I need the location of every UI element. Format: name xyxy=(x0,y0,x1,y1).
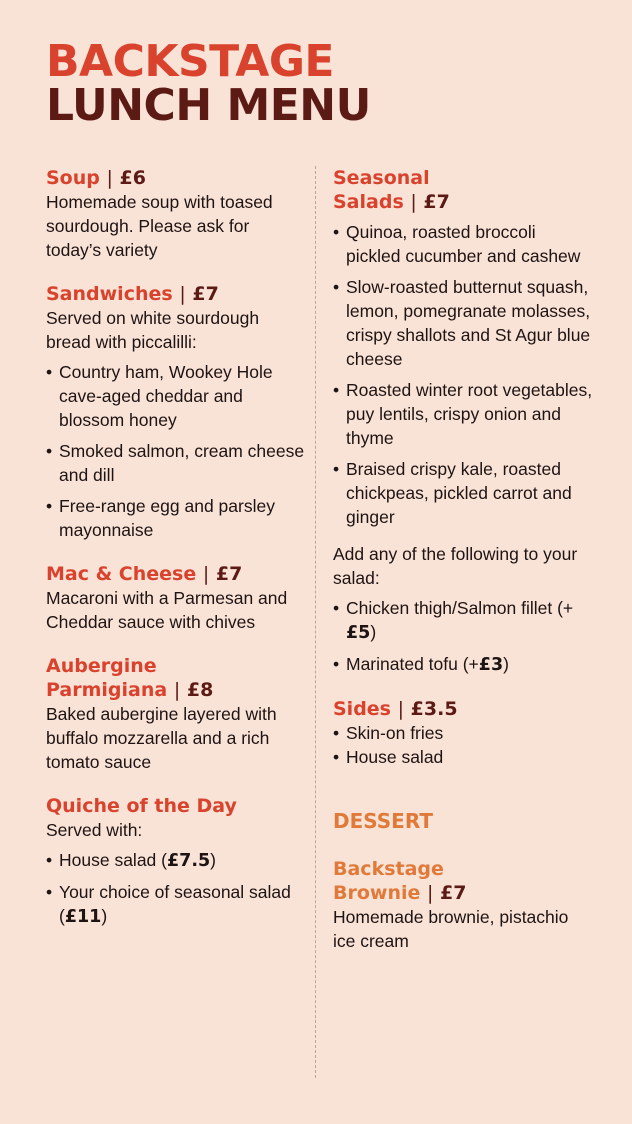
list-item: • House salad xyxy=(333,745,595,769)
item-price: £3 xyxy=(478,655,504,675)
sandwiches-description: Served on white sourdough bread with piccalilli: xyxy=(46,308,260,352)
list-item xyxy=(333,596,595,645)
list-item: • Smoked salmon, cream cheese and dill xyxy=(46,439,308,487)
item-close: ) xyxy=(101,906,108,926)
aubergine-name-line-2: Parmigiana xyxy=(46,679,168,701)
list-item xyxy=(46,848,308,873)
salads-heading xyxy=(333,166,595,214)
quiche-section xyxy=(46,794,308,929)
list-item: • Free-range egg and parsley mayonnaise xyxy=(46,494,308,542)
aubergine-heading xyxy=(46,654,308,702)
aubergine-section xyxy=(46,654,308,774)
item-text: Marinated tofu (+ xyxy=(346,654,479,674)
separator: | xyxy=(410,191,417,213)
brownie-description: Homemade brownie, pistachio ice cream xyxy=(333,907,569,951)
mac-cheese-name: Mac & Cheese xyxy=(46,563,197,585)
sides-heading xyxy=(333,697,595,721)
quiche-description: Served with: xyxy=(46,820,143,840)
item-close: ) xyxy=(370,622,377,642)
mac-cheese-heading xyxy=(46,562,308,586)
soup-description: Homemade soup with toased sourdough. Please ask for today’s variety xyxy=(46,192,273,260)
salads-name-line-2: Salads xyxy=(333,191,404,213)
brownie-name-line-1: Backstage xyxy=(333,858,444,880)
addons-list xyxy=(333,596,595,677)
title-line-2: LUNCH MENU xyxy=(46,80,371,131)
list-item: • Braised crispy kale, roasted chickpeas, pickled carrot and ginger xyxy=(333,457,595,529)
sides-price: £3.5 xyxy=(410,698,458,720)
dessert-title: DESSERT xyxy=(333,809,433,833)
separator: | xyxy=(106,167,113,189)
item-text: Chicken thigh/Salmon fillet (+ xyxy=(346,598,574,618)
list-item: • Roasted winter root vegetables, puy lentils, crispy onion and thyme xyxy=(333,378,595,450)
brownie-price: £7 xyxy=(440,882,467,904)
list-item xyxy=(46,880,308,929)
separator: | xyxy=(397,698,405,720)
salads-name-line-1: Seasonal xyxy=(333,167,430,189)
soup-name: Soup xyxy=(46,167,100,189)
aubergine-price: £8 xyxy=(186,679,214,701)
list-item: • Country ham, Wookey Hole cave-aged cheddar and blossom honey xyxy=(46,360,308,432)
mac-cheese-description: Macaroni with a Parmesan and Cheddar sauce with chives xyxy=(46,588,288,632)
title-line-1: BACKSTAGE xyxy=(46,36,334,87)
soup-price: £6 xyxy=(119,167,146,189)
soup-heading xyxy=(46,166,308,190)
item-close: ) xyxy=(210,850,216,870)
list-item: • Quinoa, roasted broccoli pickled cucumber and cashew xyxy=(333,220,595,268)
item-text: House salad ( xyxy=(59,850,167,870)
salads-price: £7 xyxy=(423,191,450,213)
brownie-name-line-2: Brownie xyxy=(333,882,421,904)
separator: | xyxy=(202,563,210,585)
addons-intro: Add any of the following to your salad: xyxy=(333,544,578,588)
column-divider xyxy=(315,166,316,1078)
sandwiches-price: £7 xyxy=(192,283,219,305)
list-item: • Slow-roasted butternut squash, lemon, pomegranate molasses, crispy shallots and St Agur blue cheese xyxy=(333,275,595,371)
item-price: £7.5 xyxy=(166,851,211,871)
sandwiches-heading xyxy=(46,282,308,306)
quiche-heading: Quiche of the Day xyxy=(46,795,237,817)
brownie-section xyxy=(333,857,595,953)
item-text: Your choice of seasonal salad ( xyxy=(59,882,291,926)
sides-section xyxy=(333,697,595,769)
mac-cheese-section xyxy=(46,562,308,634)
aubergine-name-line-1: Aubergine xyxy=(46,655,157,677)
separator: | xyxy=(173,679,181,701)
left-column xyxy=(46,166,308,949)
soup-section xyxy=(46,166,308,262)
separator: | xyxy=(179,283,186,305)
aubergine-description: Baked aubergine layered with buffalo mozzarella and a rich tomato sauce xyxy=(46,704,277,772)
item-close: ) xyxy=(503,654,509,674)
sides-name: Sides xyxy=(333,698,391,720)
item-price: £5 xyxy=(346,623,371,643)
list-item xyxy=(333,652,595,677)
salads-section xyxy=(333,166,595,677)
brownie-heading xyxy=(333,857,595,905)
list-item: • Skin-on fries xyxy=(333,721,595,745)
separator: | xyxy=(427,882,434,904)
sides-list xyxy=(333,721,595,769)
menu-title xyxy=(46,36,371,131)
quiche-list xyxy=(46,848,308,929)
sandwiches-list xyxy=(46,360,308,542)
salads-list xyxy=(333,220,595,529)
sandwiches-name: Sandwiches xyxy=(46,283,173,305)
item-price: £11 xyxy=(64,907,102,927)
sandwiches-section xyxy=(46,282,308,542)
right-column xyxy=(333,166,595,973)
mac-cheese-price: £7 xyxy=(215,563,243,585)
